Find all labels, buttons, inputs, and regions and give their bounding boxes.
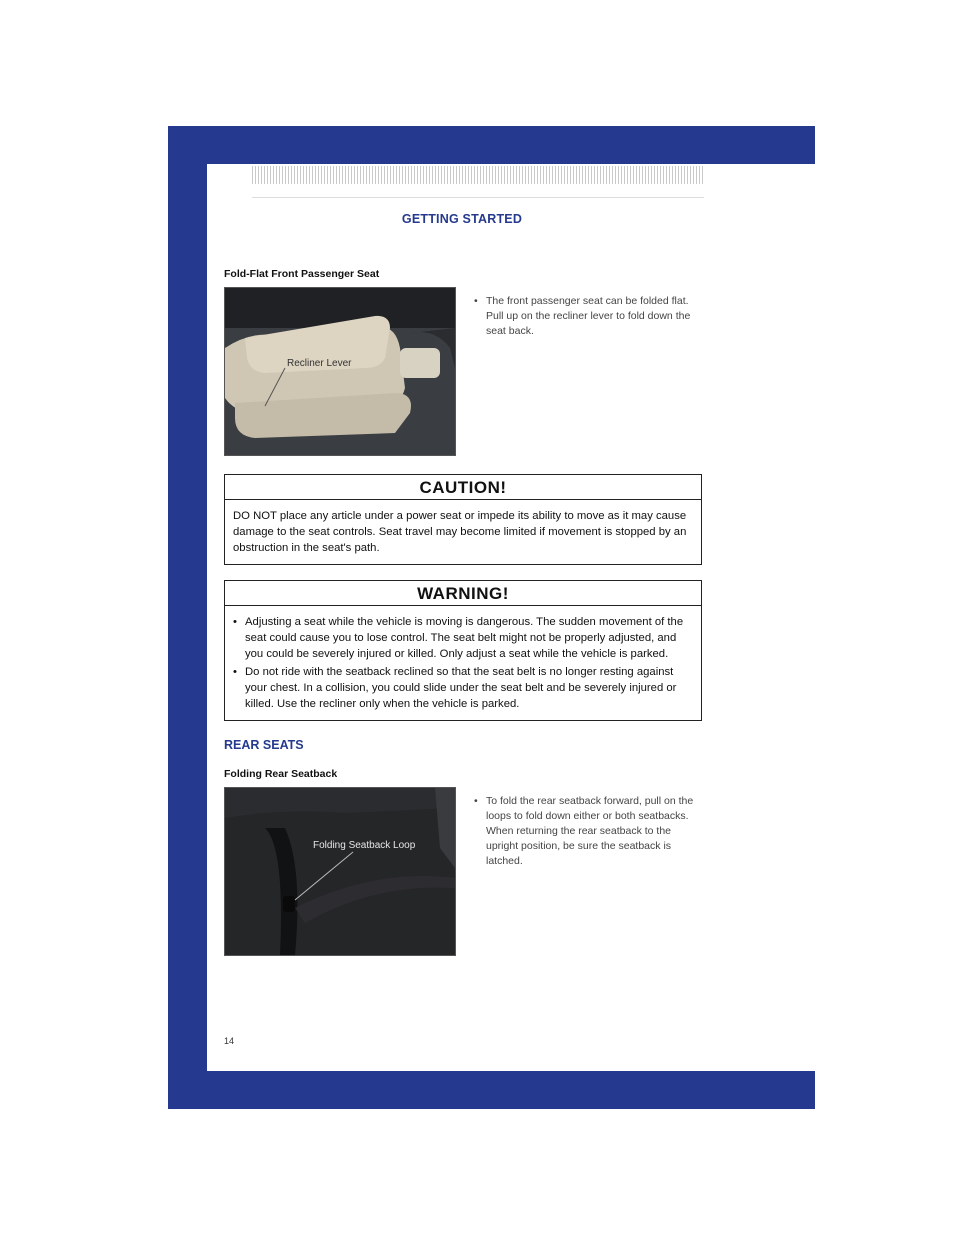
rear-seats-heading: REAR SEATS — [224, 738, 304, 752]
warning-item — [233, 664, 693, 712]
rear-seat-bullet-text: To fold the rear seatback forward, pull on the loops to fold down either or both seatbacks. When returning the rear seatback to the upright position, be sure the seatback is latched. — [486, 795, 694, 867]
seatback-loop-callout: Folding Seatback Loop — [313, 840, 416, 851]
bullet-dot: • — [233, 666, 237, 678]
folding-seatback-loop-photo — [224, 787, 456, 956]
bullet-dot: • — [474, 795, 478, 807]
recliner-lever-callout: Recliner Lever — [287, 358, 352, 369]
warning-box — [224, 580, 702, 721]
page-number: 14 — [224, 1036, 235, 1046]
warning-item-text: Adjusting a seat while the vehicle is moving is dangerous. The sudden movement of the seat could cause you to lose control. The seat belt might not be properly adjusted, and you could be severely injured or killed. Only adjust a seat while the vehicle is parked. — [245, 616, 684, 660]
caution-title: CAUTION! — [225, 475, 701, 500]
bullet-dot: • — [474, 295, 478, 307]
header-divider — [252, 197, 704, 198]
warning-body — [225, 606, 701, 722]
section-header: GETTING STARTED — [401, 212, 523, 226]
fold-flat-subhead: Fold-Flat Front Passenger Seat — [224, 268, 380, 280]
fold-flat-bullet-text: The front passenger seat can be folded flat. Pull up on the recliner lever to fold down the seat back. — [486, 295, 691, 337]
seatback-photo-illustration — [225, 788, 455, 955]
recliner-lever-photo — [224, 287, 456, 456]
caution-body: DO NOT place any article under a power seat or impede its ability to move as it may cause damage to the seat controls. Seat travel may become limited if movement is stopped by an obstruction in the seat's path. — [233, 510, 687, 554]
caution-box — [224, 474, 702, 565]
warning-item — [233, 614, 693, 662]
rear-seat-bullet — [474, 794, 700, 869]
bullet-dot: • — [233, 616, 237, 628]
warning-list — [233, 614, 693, 712]
fold-flat-bullet — [474, 294, 700, 339]
folding-rear-seatback-subhead: Folding Rear Seatback — [224, 768, 338, 780]
header-ruler-decoration — [252, 166, 704, 184]
recliner-photo-illustration — [225, 288, 455, 455]
warning-title: WARNING! — [225, 581, 701, 606]
warning-item-text: Do not ride with the seatback reclined so that the seat belt is no longer resting against your chest. In a collision, you could slide under the seat belt and be severely injured or killed. Use the recliner only when the vehicle is parked. — [245, 666, 677, 710]
